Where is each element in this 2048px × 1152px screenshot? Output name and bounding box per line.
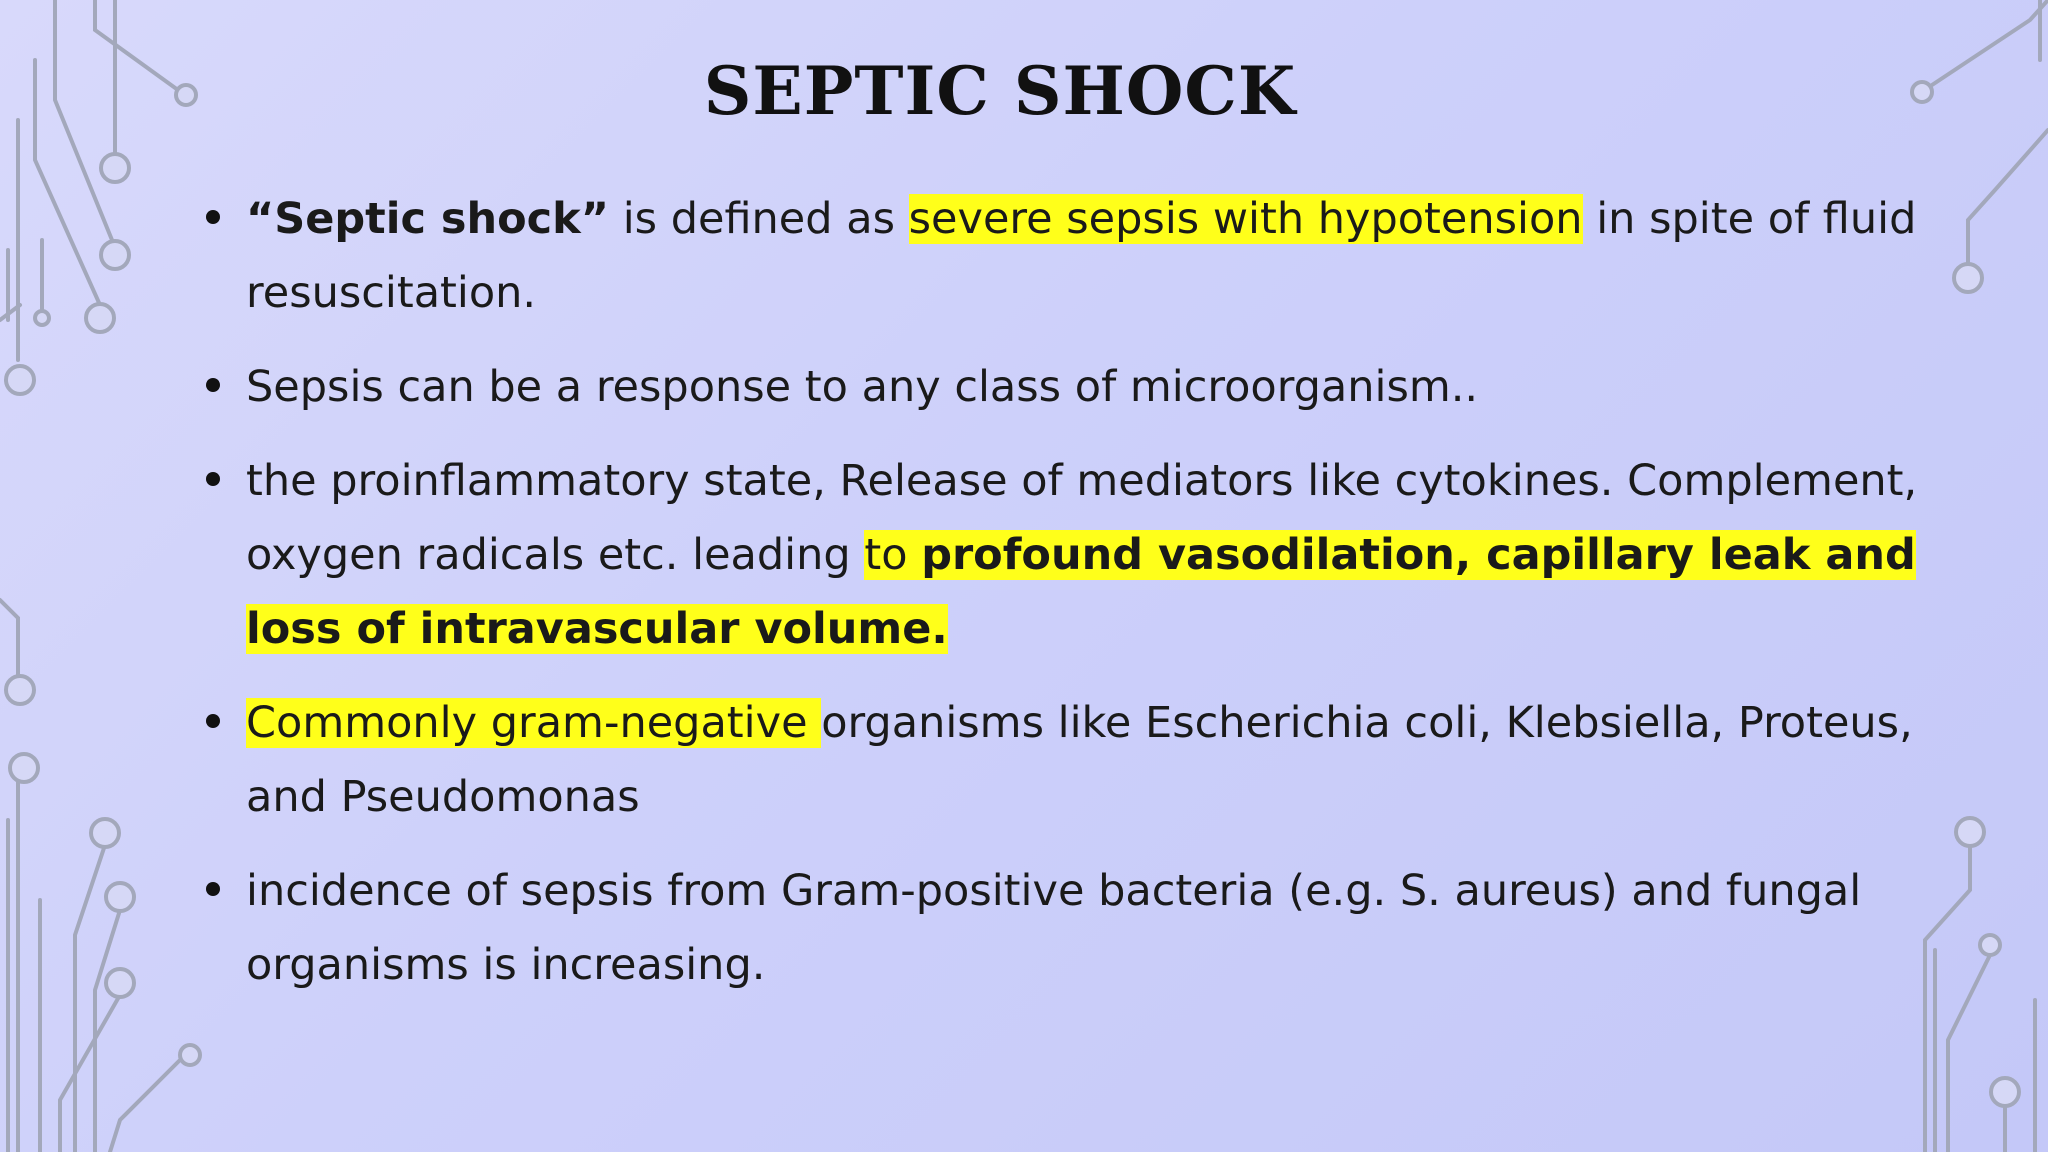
- bullet-item: [200, 854, 1920, 1002]
- bullet-text-segment: Commonly gram-negative: [246, 698, 822, 748]
- slide-title: SEPTIC SHOCK: [703, 52, 1297, 130]
- bullet-text-segment: Sepsis can be a response to any class of microorganism..: [246, 362, 1479, 412]
- circuit-node: [1980, 935, 2000, 955]
- bullet-list: [200, 182, 1920, 1022]
- circuit-node: [101, 154, 129, 182]
- circuit-node: [35, 311, 49, 325]
- bullet-item: [200, 686, 1920, 834]
- circuit-node: [86, 304, 114, 332]
- bullet-text-segment: is defined as: [609, 194, 909, 244]
- bullet-text-segment: incidence of sepsis from Gram-positive bacteria (e.g. S. aureus) and fungal organisms is increasing.: [246, 866, 1862, 990]
- bullet-item: [200, 350, 1920, 424]
- circuit-node: [6, 366, 34, 394]
- bullet-dot-icon: [206, 714, 220, 728]
- circuit-node: [91, 819, 119, 847]
- bullet-text-segment: in spite of fluid resuscitation.: [246, 194, 1917, 318]
- bullet-text-segment: profound vasodilation, capillary leak and loss of intravascular volume.: [246, 530, 1916, 654]
- circuit-node: [106, 883, 134, 911]
- bullet-text-segment: “Septic shock”: [246, 194, 610, 244]
- circuit-node: [180, 1045, 200, 1065]
- bullet-text-segment: severe sepsis with hypotension: [908, 194, 1583, 244]
- bullet-dot-icon: [206, 882, 220, 896]
- bullet-item: [200, 182, 1920, 330]
- bullet-dot-icon: [206, 378, 220, 392]
- bullet-text-segment: the proinflammatory state, Release of mediators like cytokines. Complement, oxygen radicals etc. leading: [246, 456, 1918, 580]
- circuit-node: [106, 969, 134, 997]
- circuit-node: [1991, 1078, 2019, 1106]
- circuit-node: [101, 241, 129, 269]
- circuit-node: [6, 676, 34, 704]
- bullet-dot-icon: [206, 472, 220, 486]
- circuit-node: [10, 754, 38, 782]
- circuit-node: [1956, 818, 1984, 846]
- bullet-text-segment: organisms like Escherichia coli, Klebsiella, Proteus, and Pseudomonas: [246, 698, 1913, 822]
- bullet-item: [200, 444, 1920, 666]
- bullet-text-segment: to: [864, 530, 922, 580]
- bullet-dot-icon: [206, 210, 220, 224]
- circuit-node: [1954, 264, 1982, 292]
